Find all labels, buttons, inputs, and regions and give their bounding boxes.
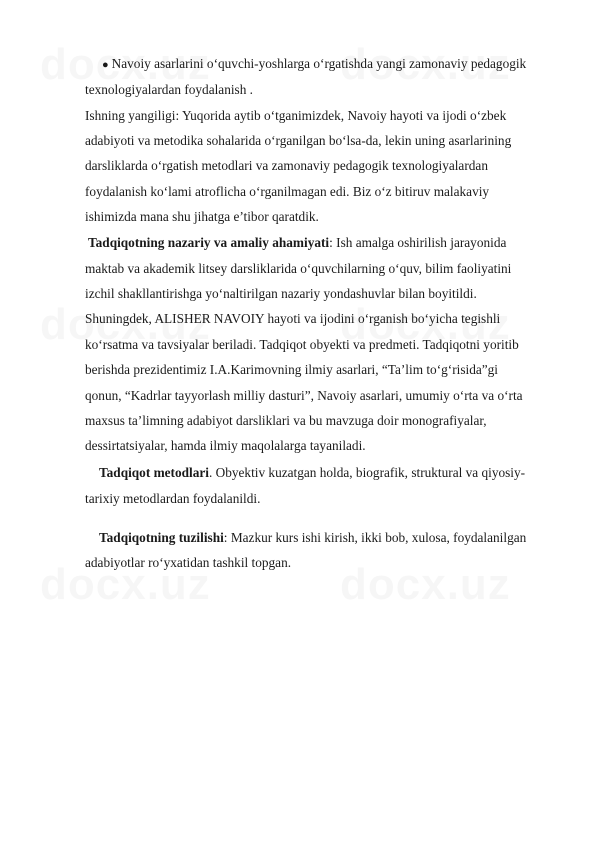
novelty-line: ishimizda mana shu jihatga e’tibor qaratdik.: [85, 209, 319, 224]
significance-line: qonun, “Kadrlar tayyorlash milliy dasturi”, Navoiy asarlari, umumiy o‘rta va o‘rta: [85, 388, 523, 403]
methods-line-2: tarixiy metodlardan foydalanildi.: [85, 491, 261, 506]
bullet-text: Navoiy asarlarini o‘quvchi-yoshlarga o‘rgatishda yangi zamonaviy pedagogik: [111, 56, 527, 71]
significance-line: izchil shakllantirishga yo‘naltirilgan nazariy yondashuvlar bilan boyitildi.: [85, 286, 477, 301]
significance-line: ko‘rsatma va tavsiyalar beriladi. Tadqiqot obyekti va predmeti. Tadqiqotni yoritib: [85, 337, 519, 352]
methods-text: . Obyektiv kuzatgan holda, biografik, struktural va qiyosiy-: [208, 465, 526, 480]
watermark: [340, 560, 511, 610]
structure-text: : Mazkur kurs ishi kirish, ikki bob, xulosa, foydalanilgan: [223, 530, 527, 545]
structure-heading: Tadqiqotning tuzilishi: [99, 530, 224, 545]
novelty-line: darsliklarda o‘rgatish metodlari va zamonaviy pedagogik texnologiyalardan: [85, 158, 488, 173]
bullet-icon: ●: [102, 59, 109, 71]
significance-line: berishda prezidentimiz I.A.Karimovning ilmiy asarlari, “Ta’lim to‘g‘risida”gi: [85, 362, 498, 377]
significance-line: dessirtatsiyalar, hamda ilmiy maqolalarga tayaniladi.: [85, 438, 366, 453]
methods-line-1: [99, 465, 525, 481]
novelty-line: adabiyoti va metodika sohalarida o‘rganilgan bo‘lsa-da, lekin uning asarlarining: [85, 133, 512, 148]
significance-text: : Ish amalga oshirilish jarayonida: [329, 235, 507, 250]
novelty-line: Ishning yangiligi: Yuqorida aytib o‘tganimizdek, Navoiy hayoti va ijodi o‘zbek: [85, 108, 507, 123]
significance-line: Shuningdek, ALISHER NAVOIY hayoti va ijodini o‘rganish bo‘yicha tegishli: [85, 311, 501, 326]
novelty-line: foydalanish ko‘lami atroflicha o‘rganilmagan edi. Biz o‘z bitiruv malakaviy: [85, 184, 490, 199]
methods-heading: Tadqiqot metodlari: [99, 465, 209, 480]
bullet-line-1: [102, 56, 526, 73]
significance-line: maxsus ta’limning adabiyot darsliklari va bu mavzuga doir monografiyalar,: [85, 413, 487, 428]
bullet-line-2: texnologiyalardan foydalanish .: [85, 82, 254, 97]
significance-line-1: [88, 235, 506, 251]
significance-heading: Tadqiqotning nazariy va amaliy ahamiyati: [88, 235, 330, 250]
structure-line-1: [99, 530, 526, 546]
significance-line: maktab va akademik litsey darsliklarida o‘quvchilarning o‘quv, bilim faoliyatini: [85, 261, 512, 276]
structure-line-2: adabiyotlar ro‘yxatidan tashkil topgan.: [85, 555, 292, 570]
